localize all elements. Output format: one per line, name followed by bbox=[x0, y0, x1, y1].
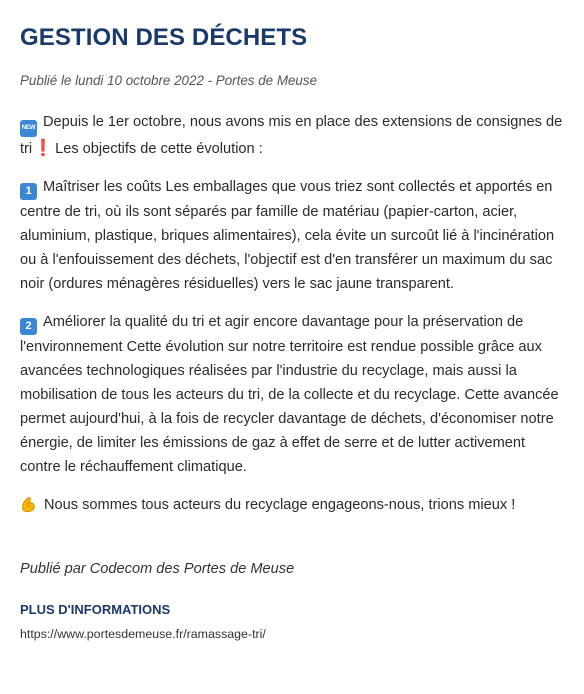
intro-text-before: Depuis le 1er octobre, nous avons mis en place des extensions de consignes de tri bbox=[20, 114, 563, 157]
more-info-heading: PLUS D'INFORMATIONS bbox=[20, 602, 171, 617]
intro-text-after: Les objectifs de cette évolution : bbox=[55, 141, 263, 157]
keycap-2-icon: 2 bbox=[20, 318, 37, 335]
point-one-text: Maîtriser les coûts Les emballages que vous triez sont collectés et apportés en centre de tri, où ils sont séparés par famille de matériau (papier-carton, acier, aluminium, plastique, briques alimentaires), cela évite un surcoût lié à l'incinération ou à l'enfouissement des déchets, l'objectif est d'en transférer un maximum du sac noir (ordures ménagères résiduelles) vers le sac jaune transparent. bbox=[20, 179, 555, 292]
closing-paragraph bbox=[20, 493, 564, 517]
red-exclamation-icon: ❗ bbox=[33, 140, 54, 157]
intro-paragraph bbox=[20, 110, 564, 161]
page-title: GESTION DES DÉCHETS bbox=[20, 24, 308, 51]
publication-meta: Publié le lundi 10 octobre 2022 - Portes de Meuse bbox=[20, 73, 318, 88]
new-button-emoji-icon: NEW bbox=[20, 120, 37, 137]
flexed-biceps-icon bbox=[20, 495, 38, 513]
closing-text: Nous sommes tous acteurs du recyclage engageons-nous, trions mieux ! bbox=[44, 497, 516, 513]
point-two-text: Améliorer la qualité du tri et agir encore davantage pour la préservation de l'environnement Cette évolution sur notre territoire est rendue possible grâce aux avancées technologiques réalisées par l'industrie du recyclage, mais aussi la mobilisation de tous les acteurs du tri, de la collecte et du recyclage. Cette avancée permet aujourd'hui, à la fois de recycler davantage de déchets, d'économiser notre énergie, de limiter les émissions de gaz à effet de serre et de lutter activement contre le réchauffement climatique. bbox=[20, 314, 559, 475]
point-two-paragraph bbox=[20, 310, 564, 479]
more-info-link[interactable]: https://www.portesdemeuse.fr/ramassage-tri/ bbox=[20, 627, 266, 641]
point-one-paragraph bbox=[20, 175, 564, 296]
keycap-1-icon: 1 bbox=[20, 183, 37, 200]
published-by: Publié par Codecom des Portes de Meuse bbox=[20, 561, 295, 577]
